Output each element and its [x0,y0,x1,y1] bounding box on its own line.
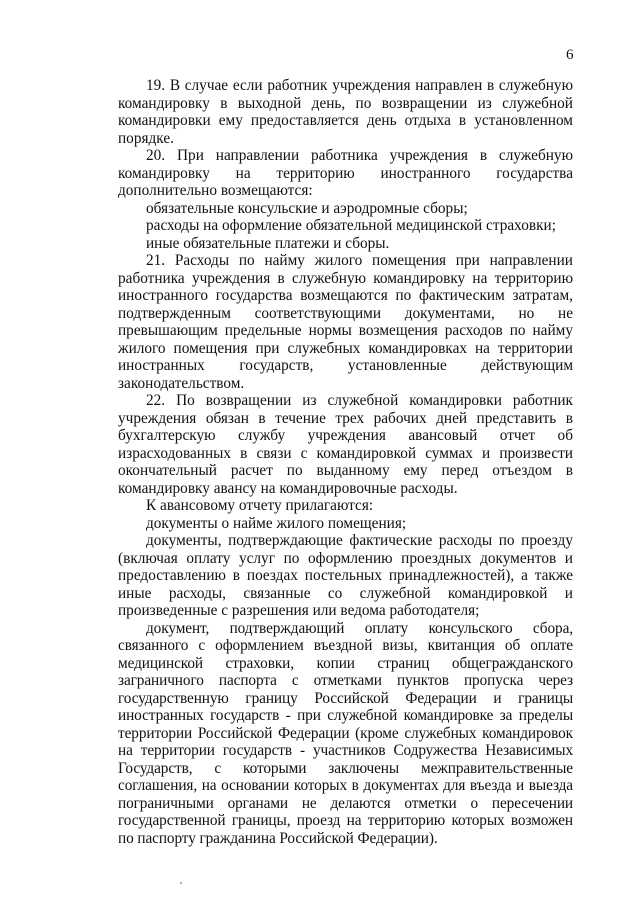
list-item-travel-documents: документы, подтверждающие фактические расходы по проезду (включая оплату услуг по оформлению проездных документов и предоставлению в поездах постельных принадлежностей), а также иные расходы, связанные со служебной командировкой и произведенные с разрешения или ведома работодателя; [118,532,573,619]
paragraph-21: 21. Расходы по найму жилого помещения при направлении работника учреждения в служебную командировку на территорию иностранного государства возмещаются по фактическим затратам, подтвержденным соответствующими документами, но не превышающим предельные нормы возмещения расходов по найму жилого помещения при служебных командировках на территории иностранных государств, установленные действующим законодательством. [118,252,573,392]
document-body [118,77,573,847]
paragraph-19: 19. В случае если работник учреждения направлен в служебную командировку в выходной день, по возвращении из служебной командировки ему предоставляется день отдыха в установленном порядке. [118,77,573,147]
list-item-visa-documents: документ, подтверждающий оплату консульского сбора, связанного с оформлением въездной визы, квитанция об оплате медицинской страховки, копии страниц общегражданского заграничного паспорта с отметками пунктов пропуска через государственную границу Российской Федерации и границы иностранных государств - при служебной командировке за пределы территории Российской Федерации (кроме служебных командировок на территории государств - участников Содружества Независимых Государств, с которыми заключены межправительственные соглашения, на основании которых в документах для въезда и выезда пограничными органами не делаются отметки о пересечении государственной границы, проезд на территорию которых возможен по паспорту гражданина Российской Федерации). [118,619,573,847]
paragraph-22: 22. По возвращении из служебной командировки работник учреждения обязан в течение трех рабочих дней представить в бухгалтерскую службу учреждения авансовый отчет об израсходованных в связи с командировкой суммах и произвести окончательный расчет по выданному ему перед отъездом в командировку авансу на командировочные расходы. [118,392,573,497]
list-item-consular-fees: обязательные консульские и аэродромные сборы; [146,199,468,217]
list-item-insurance: расходы на оформление обязательной медицинской страховки; [146,217,556,234]
paragraph-20: 20. При направлении работника учреждения в служебную командировку на территорию иностранного государства дополнительно возмещаются: [118,147,573,199]
scan-speck [180,882,182,884]
list-item-other-payments: иные обязательные платежи и сборы. [146,234,390,252]
page-number: 6 [566,47,574,63]
list-item-housing-documents: документы о найме жилого помещения; [146,514,407,532]
attachments-heading: К авансовому отчету прилагаются: [146,497,374,514]
